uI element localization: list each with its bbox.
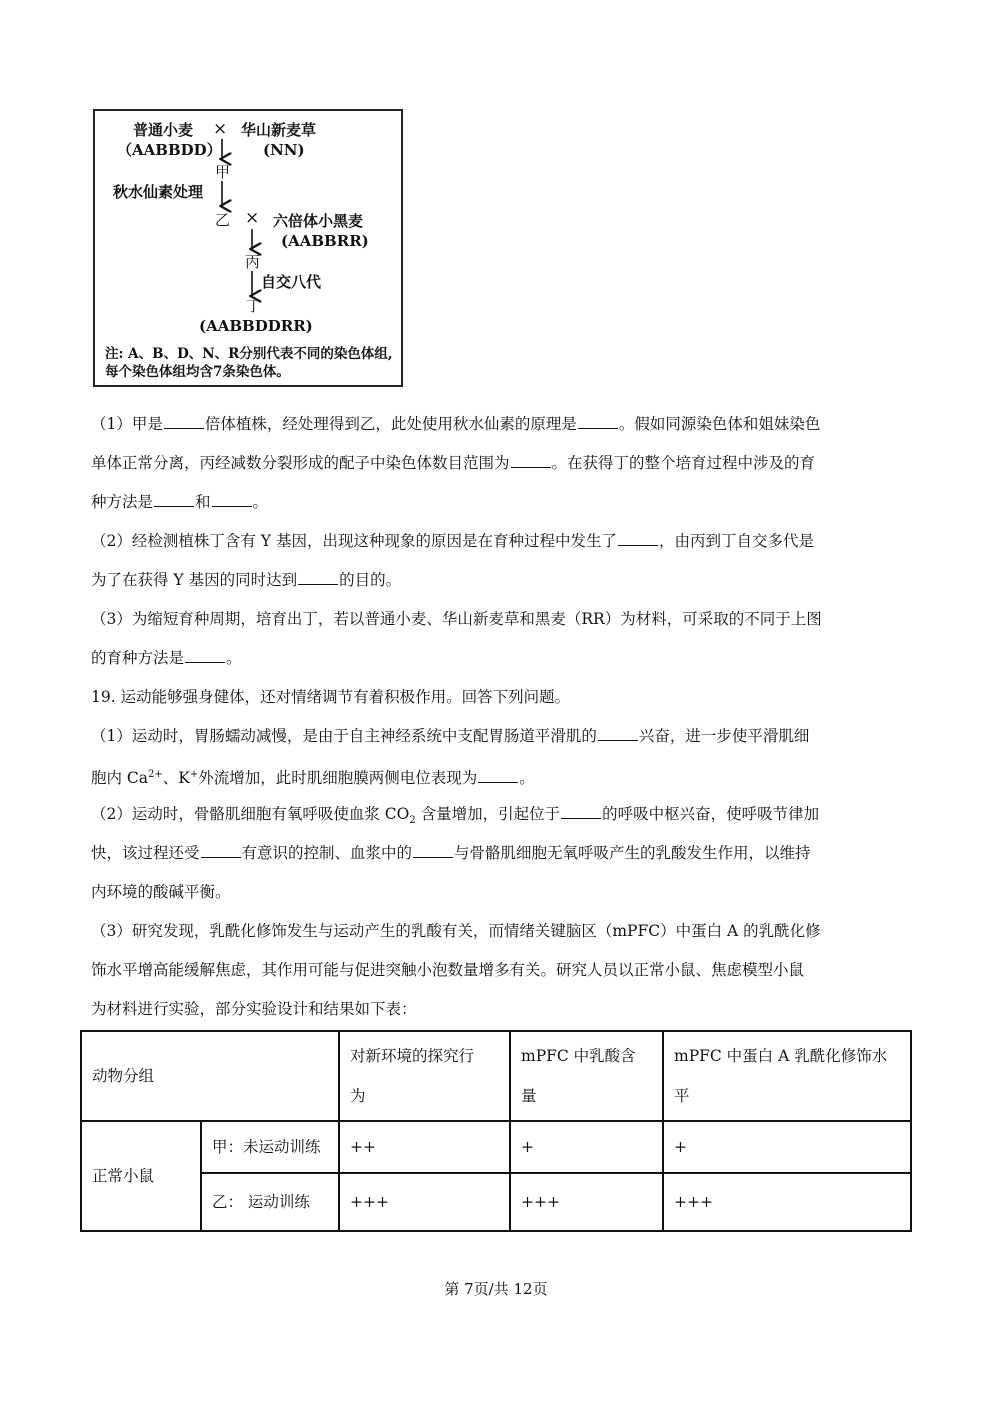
- text: 为: [350, 1087, 366, 1105]
- row1-lactylation: +: [663, 1121, 911, 1173]
- text: mPFC 中乳酸含: [521, 1047, 636, 1065]
- q3-line-2: [91, 647, 242, 669]
- p2-line-3: 内环境的酸碱平衡。: [91, 883, 231, 901]
- table-header-row: [81, 1031, 911, 1121]
- wheat-genome: （AABBDD）: [117, 141, 222, 159]
- note-line-2: 每个染色体组均含7条染色体。: [105, 364, 290, 380]
- triticale-label: 六倍体小黑麦: [273, 212, 364, 230]
- text: mPFC 中蛋白 A 乳酰化修饰水: [674, 1047, 888, 1065]
- text: ，由丙到丁自交多代是: [658, 532, 814, 550]
- p3-line-1: （3）研究发现，乳酰化修饰发生与运动产生的乳酸有关，而情绪关键脑区（mPFC）中蛋白 A 的乳酰化修: [91, 922, 821, 940]
- text: 。假如同源染色体和姐妹染色: [618, 415, 821, 433]
- wheat-label: 普通小麦: [133, 121, 194, 139]
- p2-line-2: [91, 842, 811, 864]
- text: （1）运动时，胃肠蠕动减慢，是由于自主神经系统中支配胃肠道平滑肌的: [91, 727, 597, 745]
- answer-blank[interactable]: [618, 530, 658, 546]
- subscript: 2: [409, 815, 416, 827]
- superscript: 2+: [148, 769, 163, 780]
- text: 胞内 Ca: [91, 769, 149, 788]
- p1-line-1: [91, 725, 809, 747]
- answer-blank[interactable]: [164, 413, 204, 429]
- huashan-genome: (NN): [263, 141, 305, 159]
- answer-blank[interactable]: [185, 647, 225, 663]
- text: 、K: [162, 769, 190, 788]
- text: 与骨骼肌细胞无氧呼吸产生的乳酸发生作用，以维持: [454, 844, 811, 862]
- answer-blank[interactable]: [511, 452, 551, 468]
- p2-line-1: [91, 803, 819, 832]
- ding-label: 丁: [246, 297, 262, 315]
- text: 对新环境的探究行: [350, 1047, 475, 1065]
- text: 。在获得丁的整个培育过程中涉及的育: [551, 454, 816, 472]
- row1-lactate: +: [510, 1121, 663, 1173]
- q1-line-2: [91, 452, 815, 474]
- text: 。: [252, 493, 269, 511]
- answer-blank[interactable]: [201, 842, 241, 858]
- text: 含量增加，引起位于: [415, 805, 561, 823]
- answer-blank[interactable]: [298, 569, 338, 585]
- q2-line-2: [91, 569, 401, 591]
- text: 为了在获得 Y 基因的同时达到: [91, 571, 298, 589]
- note-line-1: 注: A、B、D、N、R分别代表不同的染色体组,: [105, 346, 393, 362]
- page-footer: 第 7页/共 12页: [444, 1280, 548, 1298]
- bing-label: 丙: [245, 253, 261, 271]
- header-explore: [339, 1031, 510, 1121]
- text: （1）甲是: [91, 415, 163, 433]
- text: 倍体植株，经处理得到乙，此处使用秋水仙素的原理是: [204, 415, 577, 433]
- question-19-title: 19. 运动能够强身健体，还对情绪调节有着积极作用。回答下列问题。: [91, 688, 571, 706]
- text: 外流增加，此时肌细胞膜两侧电位表现为: [198, 769, 478, 788]
- text: 兴奋，进一步使平滑肌细: [638, 727, 810, 745]
- answer-blank[interactable]: [478, 767, 518, 783]
- answer-blank[interactable]: [578, 413, 618, 429]
- text: 单体正常分离，丙经减数分裂形成的配子中染色体数目范围为: [91, 454, 510, 472]
- text: 的目的。: [339, 571, 402, 589]
- text: 。: [226, 649, 242, 667]
- text: 的育种方法是: [91, 649, 185, 667]
- triticale-genome: (AABBRR): [281, 232, 369, 250]
- text: 有意识的控制、血浆中的: [241, 844, 413, 862]
- row2-group: 乙： 运动训练: [201, 1173, 339, 1231]
- header-group: 动物分组: [81, 1031, 339, 1121]
- text: 种方法是: [91, 493, 154, 511]
- row2-lactate: +++: [510, 1173, 663, 1231]
- row2-explore: +++: [339, 1173, 510, 1231]
- text: 的呼吸中枢兴奋，使呼吸节律加: [602, 805, 820, 823]
- text: （2）运动时，骨骼肌细胞有氧呼吸使血浆 CO: [91, 805, 410, 823]
- q1-line-1: [91, 413, 820, 435]
- answer-blank[interactable]: [598, 725, 638, 741]
- table-row: [81, 1121, 911, 1173]
- row1-group: 甲：未运动训练: [201, 1121, 339, 1173]
- answer-blank[interactable]: [561, 803, 601, 819]
- answer-blank[interactable]: [212, 491, 252, 507]
- q1-line-3: [91, 491, 268, 513]
- results-table: [80, 1030, 912, 1232]
- jia-label: 甲: [215, 163, 231, 181]
- ding-genome: (AABBDDRR): [199, 317, 313, 335]
- text: （2）经检测植株丁含有 Y 基因，出现这种现象的原因是在育种过程中发生了: [91, 532, 617, 550]
- row1-explore: ++: [339, 1121, 510, 1173]
- text: 和: [195, 493, 211, 511]
- q2-line-1: [91, 530, 814, 552]
- text: 平: [674, 1087, 690, 1105]
- p3-line-3: 为材料进行实验，部分实验设计和结果如下表：: [91, 1000, 417, 1018]
- normal-mice-cell: 正常小鼠: [81, 1121, 201, 1231]
- p1-line-2: [91, 764, 535, 789]
- table-row: [81, 1173, 911, 1231]
- selfing-label: 自交八代: [261, 273, 322, 291]
- row2-lactylation: +++: [663, 1173, 911, 1231]
- answer-blank[interactable]: [413, 842, 453, 858]
- text: 量: [521, 1087, 537, 1105]
- q3-line-1: （3）为缩短育种周期，培育出丁，若以普通小麦、华山新麦草和黑麦（RR）为材料，可采取的不同于上图: [91, 610, 822, 628]
- header-lactate: [510, 1031, 663, 1121]
- breeding-diagram: [93, 109, 403, 387]
- cross-symbol-2: ×: [245, 208, 260, 228]
- text: 快，该过程还受: [91, 844, 200, 862]
- cross-symbol: ×: [213, 119, 228, 139]
- header-lactylation: [663, 1031, 911, 1121]
- superscript: +: [189, 769, 199, 780]
- colchicine-label: 秋水仙素处理: [113, 183, 204, 201]
- huashan-label: 华山新麦草: [241, 121, 317, 139]
- yi-label: 乙: [215, 211, 231, 229]
- p3-line-2: 饰水平增高能缓解焦虑，其作用可能与促进突触小泡数量增多有关。研究人员以正常小鼠、焦虑模型小鼠: [91, 961, 805, 979]
- answer-blank[interactable]: [154, 491, 194, 507]
- text: 。: [519, 769, 535, 788]
